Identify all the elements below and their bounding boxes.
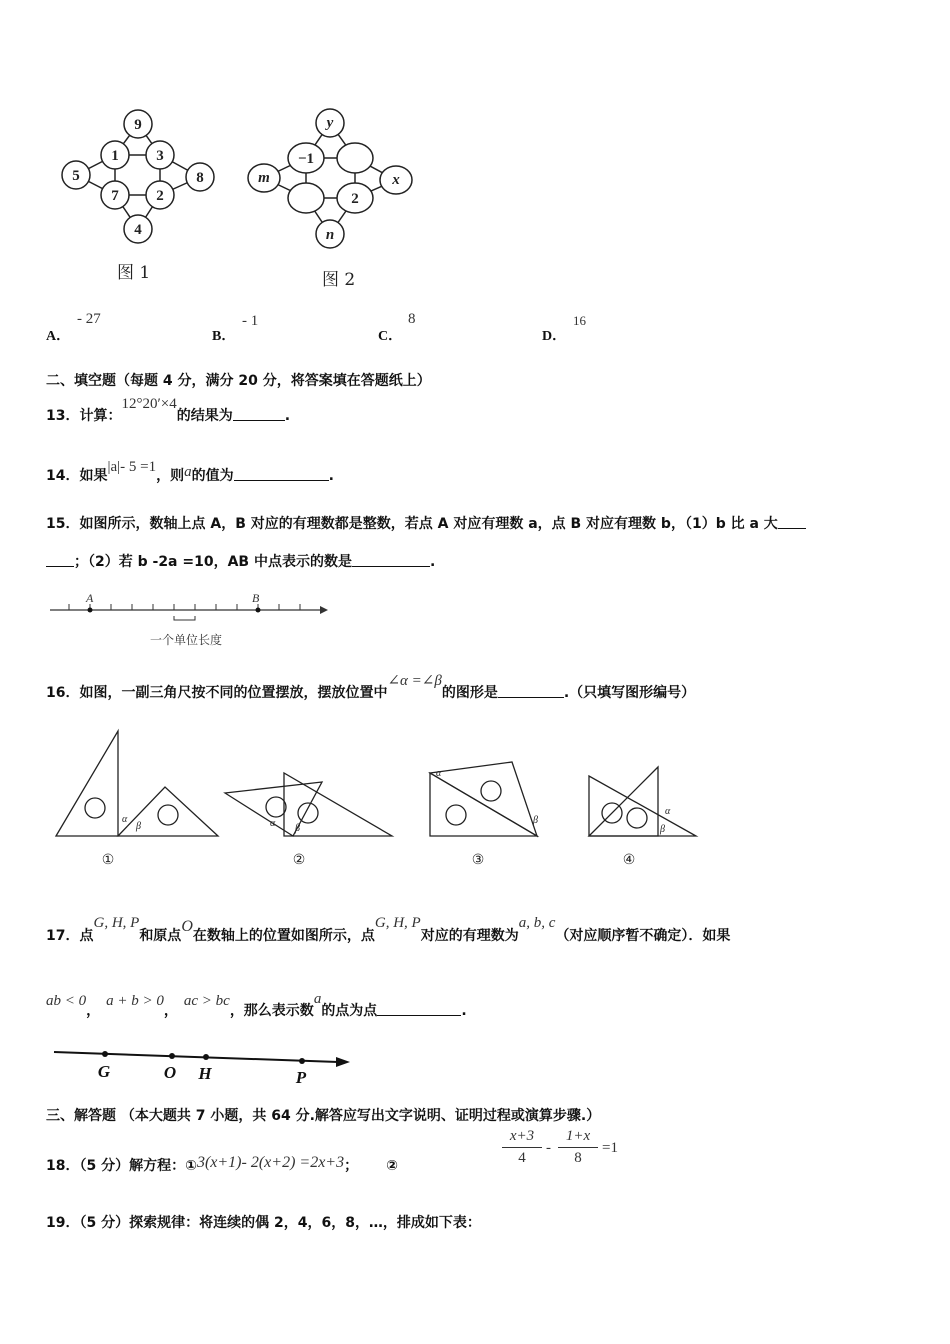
q17-number-line <box>48 1044 358 1089</box>
question-13 <box>46 396 291 425</box>
q13-suffix: 的结果为 <box>176 408 233 424</box>
q18-denominator-2: 8 <box>574 1150 582 1166</box>
fraction-bar <box>502 1147 542 1148</box>
q13-prefix: 计算： <box>79 408 122 424</box>
q17-number: 17． <box>46 928 80 944</box>
fig1-node: 8 <box>196 170 204 186</box>
q17-text-7: 的点为点 <box>321 1003 378 1019</box>
q18-equation-1: 3(x+1)- 2(x+2) =2x+3 <box>196 1154 345 1171</box>
question-18 <box>46 1155 398 1175</box>
q15-answer-blank-2[interactable] <box>352 554 430 567</box>
q18-denominator-1: 4 <box>518 1150 526 1166</box>
q18-separator: ； <box>344 1158 359 1174</box>
q16-caption-1: ① <box>101 853 115 868</box>
q17-text-1: 点 <box>79 928 94 944</box>
q18-rhs: =1 <box>602 1140 618 1156</box>
fig1-node: 5 <box>72 168 80 184</box>
option-a-letter: A． <box>46 329 71 344</box>
figure-2-caption: 图 2 <box>322 270 356 290</box>
option-c-value: 8 <box>408 311 416 327</box>
q15-text: 15．如图所示，数轴上点 A，B 对应的有理数都是整数，若点 A 对应有理数 a，点 B 对应有理数 b，（1）b 比 a 大 <box>46 516 778 532</box>
q16-fig2-beta: β <box>295 823 300 834</box>
option-d-value: 16 <box>573 313 586 328</box>
q17-vars: a, b, c <box>518 915 556 931</box>
q17-condition-1: ab < 0 <box>46 993 87 1009</box>
q16-number: 16． <box>46 685 80 701</box>
q17-label-g: G <box>97 1062 111 1081</box>
q15-point-a: A <box>86 591 94 605</box>
question-19 <box>46 1212 481 1232</box>
fig1-node: 9 <box>134 117 142 133</box>
option-c-letter: C． <box>378 329 403 344</box>
q17-text-3: 在数轴上的位置如图所示，点 <box>192 928 375 944</box>
q16-answer-blank[interactable] <box>498 685 564 698</box>
q17-label-h: H <box>198 1064 212 1083</box>
q17-origin: O <box>181 918 193 935</box>
option-b-value: - 1 <box>242 313 259 329</box>
fig2-node: 2 <box>351 191 359 207</box>
fig2-node: n <box>325 227 335 243</box>
question-15-line-2 <box>46 551 435 571</box>
q13-expression: 12°20′×4 <box>121 396 177 412</box>
q17-label-p: P <box>295 1068 307 1087</box>
q16-tail: .（只填写图形编号） <box>563 685 696 701</box>
fig1-node: 4 <box>134 222 142 238</box>
q14-number: 14． <box>46 468 80 484</box>
q17-text-5: （对应顺序暂不确定）．如果 <box>555 928 731 944</box>
q16-caption-4: ④ <box>622 853 636 868</box>
q16-triangle-figures <box>50 725 710 875</box>
question-15-line-1 <box>46 513 806 533</box>
q16-fig1-beta: β <box>136 821 141 832</box>
option-a-value: - 27 <box>77 311 101 327</box>
fraction-bar <box>558 1147 598 1148</box>
q18-fraction-2 <box>558 1128 598 1167</box>
q16-suffix: 的图形是 <box>441 685 498 701</box>
circle-diagrams <box>50 100 430 300</box>
q18-numerator-1: x+3 <box>509 1128 535 1144</box>
q16-fig3-alpha: α <box>436 768 442 779</box>
q18-number: 18． <box>46 1158 80 1174</box>
fig1-node: 7 <box>111 188 119 204</box>
q16-expression: ∠α =∠β <box>387 673 442 689</box>
q15-part2: ；（2）若 b -2a =10，AB 中点表示的数是 <box>74 554 352 570</box>
figure-1-caption: 图 1 <box>117 263 151 283</box>
q17-comma-1: ， <box>86 1003 101 1019</box>
q17-text-2: 和原点 <box>139 928 182 944</box>
q16-caption-3: ③ <box>471 853 485 868</box>
fig1-node: 2 <box>156 188 164 204</box>
q17-answer-blank[interactable] <box>377 1003 461 1016</box>
q18-fraction-1 <box>502 1128 542 1167</box>
option-b-letter: B． <box>212 329 236 344</box>
q16-fig4-alpha: α <box>665 806 671 817</box>
q14-prefix: 如果 <box>79 468 108 484</box>
q13-end: . <box>284 408 291 424</box>
q16-fig3-beta: β <box>533 815 538 826</box>
q15-end: . <box>429 554 436 570</box>
q17-text-6: ，那么表示数 <box>229 1003 314 1019</box>
q16-fig2-alpha: α <box>270 818 276 829</box>
q16-text: 如图，一副三角尺按不同的位置摆放，摆放位置中 <box>79 685 388 701</box>
fig1-node: 1 <box>111 148 119 164</box>
fig2-node: −1 <box>297 151 315 167</box>
q17-condition-3: ac > bc <box>183 993 230 1009</box>
fig2-node: x <box>392 172 400 188</box>
q16-fig4-beta: β <box>660 824 665 835</box>
q18-prefix: （5 分）解方程：① <box>79 1158 197 1174</box>
q17-text-4: 对应的有理数为 <box>420 928 519 944</box>
q17-label-o: O <box>163 1063 177 1082</box>
q16-caption-2: ② <box>292 853 306 868</box>
q19-text: （5 分）探索规律：将连续的偶 2，4，6，8，…，排成如下表： <box>79 1215 481 1231</box>
q13-answer-blank[interactable] <box>233 408 285 421</box>
q16-fig1-alpha: α <box>122 814 128 825</box>
q15-unit-caption: 一个单位长度 <box>150 633 223 647</box>
q13-number: 13． <box>46 408 80 424</box>
q17-end: . <box>461 1003 467 1019</box>
q15-answer-blank-1b[interactable] <box>46 554 74 567</box>
question-14 <box>46 459 334 485</box>
question-17-line-1 <box>46 915 731 945</box>
q14-mid: ，则 <box>156 468 185 484</box>
q18-circle-2: ② <box>386 1158 398 1174</box>
q17-points: G, H, P <box>93 915 140 931</box>
q14-expression: |a|- 5 =1 <box>107 459 157 475</box>
q19-number: 19． <box>46 1215 80 1231</box>
q14-end: . <box>328 468 334 484</box>
fig1-node: 3 <box>156 148 164 164</box>
fig2-node: y <box>326 115 334 131</box>
q14-suffix: 的值为 <box>191 468 234 484</box>
question-16 <box>46 673 696 702</box>
section-2-title: 二、填空题（每题 4 分，满分 20 分，将答案填在答题纸上） <box>46 373 431 389</box>
section-3-title: 三、解答题 （本大题共 7 小题，共 64 分.解答应写出文字说明、证明过程或演算步骤.） <box>46 1108 601 1124</box>
q15-answer-blank-1a[interactable] <box>778 516 806 529</box>
q15-number-line <box>48 588 338 658</box>
q17-condition-2: a + b > 0 <box>106 993 164 1009</box>
q17-points-2: G, H, P <box>374 915 421 931</box>
q15-point-b: B <box>252 591 260 605</box>
fig2-node: m <box>258 170 270 186</box>
q17-variable: a <box>313 991 322 1007</box>
q18-minus: - <box>546 1140 551 1156</box>
option-d-letter: D． <box>542 329 567 344</box>
question-17-line-2 <box>46 991 467 1020</box>
q18-numerator-2: 1+x <box>565 1128 591 1144</box>
q14-answer-blank[interactable] <box>234 468 329 481</box>
q14-variable: a <box>184 464 192 480</box>
q17-comma-2: ， <box>163 1003 178 1019</box>
